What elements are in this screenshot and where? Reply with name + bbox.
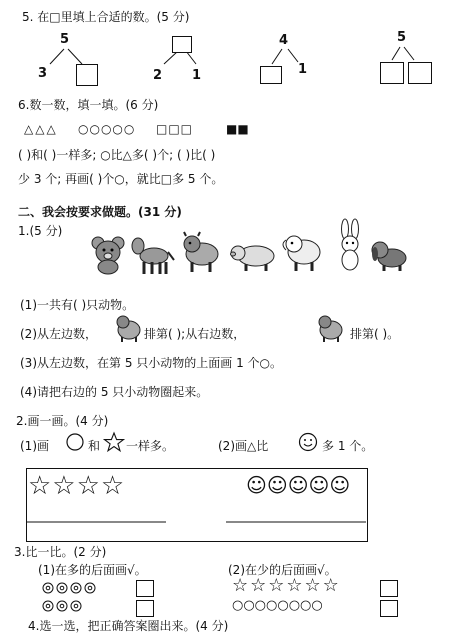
q2-sub1-a: (1)画	[20, 439, 49, 453]
triangles: △△△	[24, 122, 58, 136]
squares: □□□	[156, 122, 194, 136]
q1-title: 1.(5 分)	[18, 224, 63, 238]
q6-line2: 少 3 个; 再画( )个○，就比□多 5 个。	[18, 172, 224, 186]
q3-circles-row: ○○○○○○○○	[232, 598, 323, 613]
q2-sub1-c: 一样多。	[126, 439, 175, 453]
bond-right: 1	[298, 62, 308, 77]
bond-left: 3	[38, 66, 48, 81]
bond-top: 5	[397, 30, 407, 45]
smileys-row: ☺☺☺☺☺	[246, 473, 351, 497]
flowers-row-1	[40, 580, 130, 596]
q2-sub1-b: 和	[88, 439, 101, 453]
q1-sub2-a: (2)从左边数，	[20, 327, 97, 341]
q2-sub2-a: (2)画△比	[218, 439, 269, 453]
q2-sub2-b: 多 1 个。	[322, 439, 374, 453]
section2-title: 二、我会按要求做题。(31 分)	[18, 205, 182, 219]
check-box[interactable]	[380, 580, 398, 597]
q6-line1: ( )和( )一样多; ○比△多( )个; ( )比( )	[18, 148, 216, 162]
q1-sub2-b: 排第( );从右边数，	[144, 327, 246, 341]
q2-title: 2.画一画。(4 分)	[16, 414, 109, 428]
check-box[interactable]	[136, 580, 154, 597]
q3-sub1: (1)在多的后面画√。	[38, 563, 147, 577]
bond-top: 4	[279, 33, 289, 48]
q6-title: 6.数一数，填一填。(6 分)	[18, 98, 159, 112]
q1-sub2-c: 排第( )。	[350, 327, 400, 341]
q1-sub3: (3)从左边数，在第 5 只小动物的上面画 1 个○。	[20, 356, 282, 370]
bond-top: 5	[60, 32, 70, 47]
q3-stars-row: ☆☆☆☆☆☆	[232, 575, 341, 596]
flowers-row-2	[40, 598, 120, 614]
bond-right: 1	[192, 68, 202, 83]
q5-title: 5. 在□里填上合适的数。(5 分)	[22, 10, 190, 24]
check-box[interactable]	[136, 600, 154, 617]
q3-sub2: (2)在少的后面画√。	[228, 563, 337, 577]
circles: ○○○○○	[78, 122, 136, 136]
q1-sub1: (1)一共有( )只动物。	[20, 298, 135, 312]
q4-title: 4.选一选，把正确答案圈出来。(4 分)	[28, 619, 229, 633]
bond-left: 2	[153, 68, 163, 83]
q1-sub4: (4)请把右边的 5 只小动物圈起来。	[20, 385, 209, 399]
filled-squares: ■■	[226, 122, 249, 136]
stars-row: ☆☆☆☆	[28, 471, 126, 501]
q3-title: 3.比一比。(2 分)	[14, 545, 107, 559]
check-box[interactable]	[380, 600, 398, 617]
